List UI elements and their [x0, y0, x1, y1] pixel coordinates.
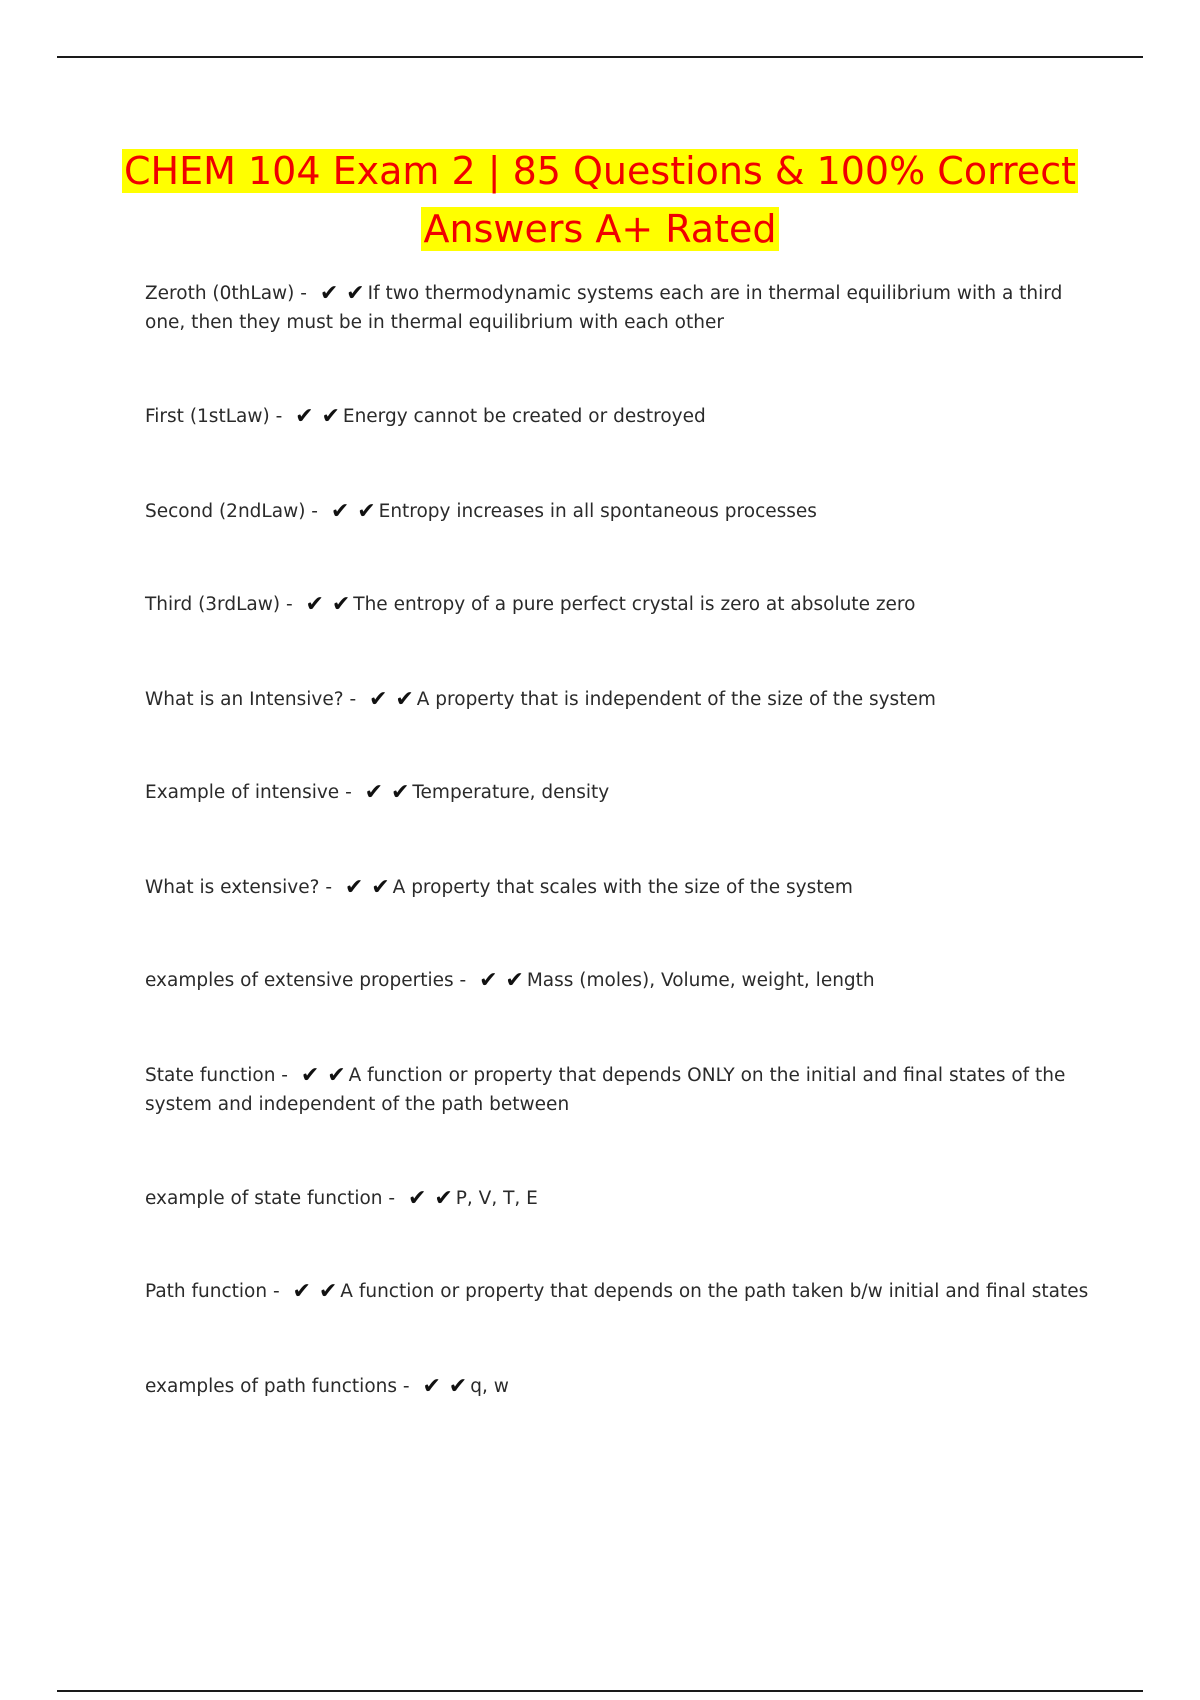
check-icon: ✔: [327, 1063, 346, 1088]
check-icon: ✔: [318, 1279, 338, 1304]
check-icon: ✔: [292, 1279, 311, 1304]
qa-term: Example of intensive: [145, 782, 340, 803]
check-icon: ✔: [395, 687, 414, 712]
qa-separator: -: [453, 970, 473, 991]
qa-term: Zeroth (0thLaw): [145, 283, 295, 304]
qa-item-state-function: [145, 1061, 1105, 1119]
qa-item-zeroth-law: [145, 279, 1105, 337]
qa-answer: If two thermodynamic systems each are in thermal equilibrium with a third one, then they must be in thermal equilibrium with each other: [145, 283, 1063, 333]
check-icon: ✔: [422, 1374, 441, 1399]
qa-item-extensive-definition: [145, 873, 1105, 902]
qa-item-path-function-examples: [145, 1372, 1105, 1401]
check-icon: ✔: [479, 968, 498, 993]
qa-separator: -: [382, 1188, 401, 1209]
qa-separator: -: [319, 877, 338, 898]
qa-answer: P, V, T, E: [455, 1188, 538, 1209]
check-icon: ✔: [371, 875, 390, 900]
qa-separator: -: [280, 594, 299, 615]
qa-separator: -: [269, 406, 289, 427]
qa-answer: The entropy of a pure perfect crystal is zero at absolute zero: [353, 594, 916, 615]
qa-item-second-law: [145, 497, 1105, 526]
qa-term: What is an Intensive?: [145, 689, 344, 710]
qa-separator: -: [339, 782, 358, 803]
document-title: [60, 142, 1140, 258]
qa-item-state-function-example: [145, 1184, 1105, 1213]
check-icon: ✔: [331, 592, 351, 617]
title-line-2: Answers A+ Rated: [423, 207, 777, 251]
check-icon: ✔: [390, 780, 410, 805]
check-icon: ✔: [448, 1374, 468, 1399]
qa-separator: -: [397, 1376, 416, 1397]
qa-item-path-function: [145, 1277, 1105, 1306]
qa-separator: -: [294, 283, 313, 304]
qa-term: examples of extensive properties: [145, 970, 454, 991]
check-icon: ✔: [300, 1063, 320, 1088]
top-rule: [57, 56, 1143, 58]
qa-answer: Entropy increases in all spontaneous processes: [378, 501, 817, 522]
qa-separator: -: [305, 501, 324, 522]
check-icon: ✔: [319, 281, 339, 306]
qa-term: What is extensive?: [145, 877, 320, 898]
check-icon: ✔: [346, 281, 365, 306]
qa-answer: Temperature, density: [412, 782, 610, 803]
qa-item-extensive-examples: [145, 966, 1105, 995]
qa-item-intensive-definition: [145, 685, 1105, 714]
qa-item-first-law: [145, 402, 1105, 431]
qa-item-intensive-example: [145, 778, 1105, 807]
qa-answer: q, w: [470, 1376, 509, 1397]
check-icon: ✔: [295, 404, 314, 429]
qa-term: examples of path functions: [145, 1376, 398, 1397]
check-icon: ✔: [369, 687, 388, 712]
check-icon: ✔: [357, 499, 376, 524]
qa-term: example of state function: [145, 1188, 383, 1209]
qa-term: State function: [145, 1065, 276, 1086]
qa-separator: -: [343, 689, 362, 710]
qa-answer: Energy cannot be created or destroyed: [342, 406, 706, 427]
qa-answer: A property that is independent of the size of the system: [416, 689, 936, 710]
qa-answer: A function or property that depends ONLY on the initial and final states of the system and independent of the path between: [145, 1065, 1066, 1115]
qa-item-third-law: [145, 590, 1105, 619]
qa-answer: A function or property that depends on the path taken b/w initial and final states: [340, 1281, 1089, 1302]
check-icon: ✔: [344, 875, 364, 900]
check-icon: ✔: [330, 499, 350, 524]
bottom-rule: [57, 1690, 1143, 1692]
check-icon: ✔: [505, 968, 524, 993]
check-icon: ✔: [407, 1186, 427, 1211]
qa-separator: -: [275, 1065, 294, 1086]
qa-term: First (1stLaw): [145, 406, 270, 427]
qa-term: Third (3rdLaw): [145, 594, 281, 615]
check-icon: ✔: [434, 1186, 453, 1211]
qa-term: Second (2ndLaw): [145, 501, 306, 522]
qa-separator: -: [267, 1281, 286, 1302]
check-icon: ✔: [364, 780, 384, 805]
qa-term: Path function: [145, 1281, 268, 1302]
check-icon: ✔: [305, 592, 324, 617]
check-icon: ✔: [321, 404, 340, 429]
title-line-1: CHEM 104 Exam 2 | 85 Questions & 100% Correct: [123, 149, 1076, 193]
qa-answer: Mass (moles), Volume, weight, length: [526, 970, 875, 991]
qa-answer: A property that scales with the size of the system: [392, 877, 853, 898]
